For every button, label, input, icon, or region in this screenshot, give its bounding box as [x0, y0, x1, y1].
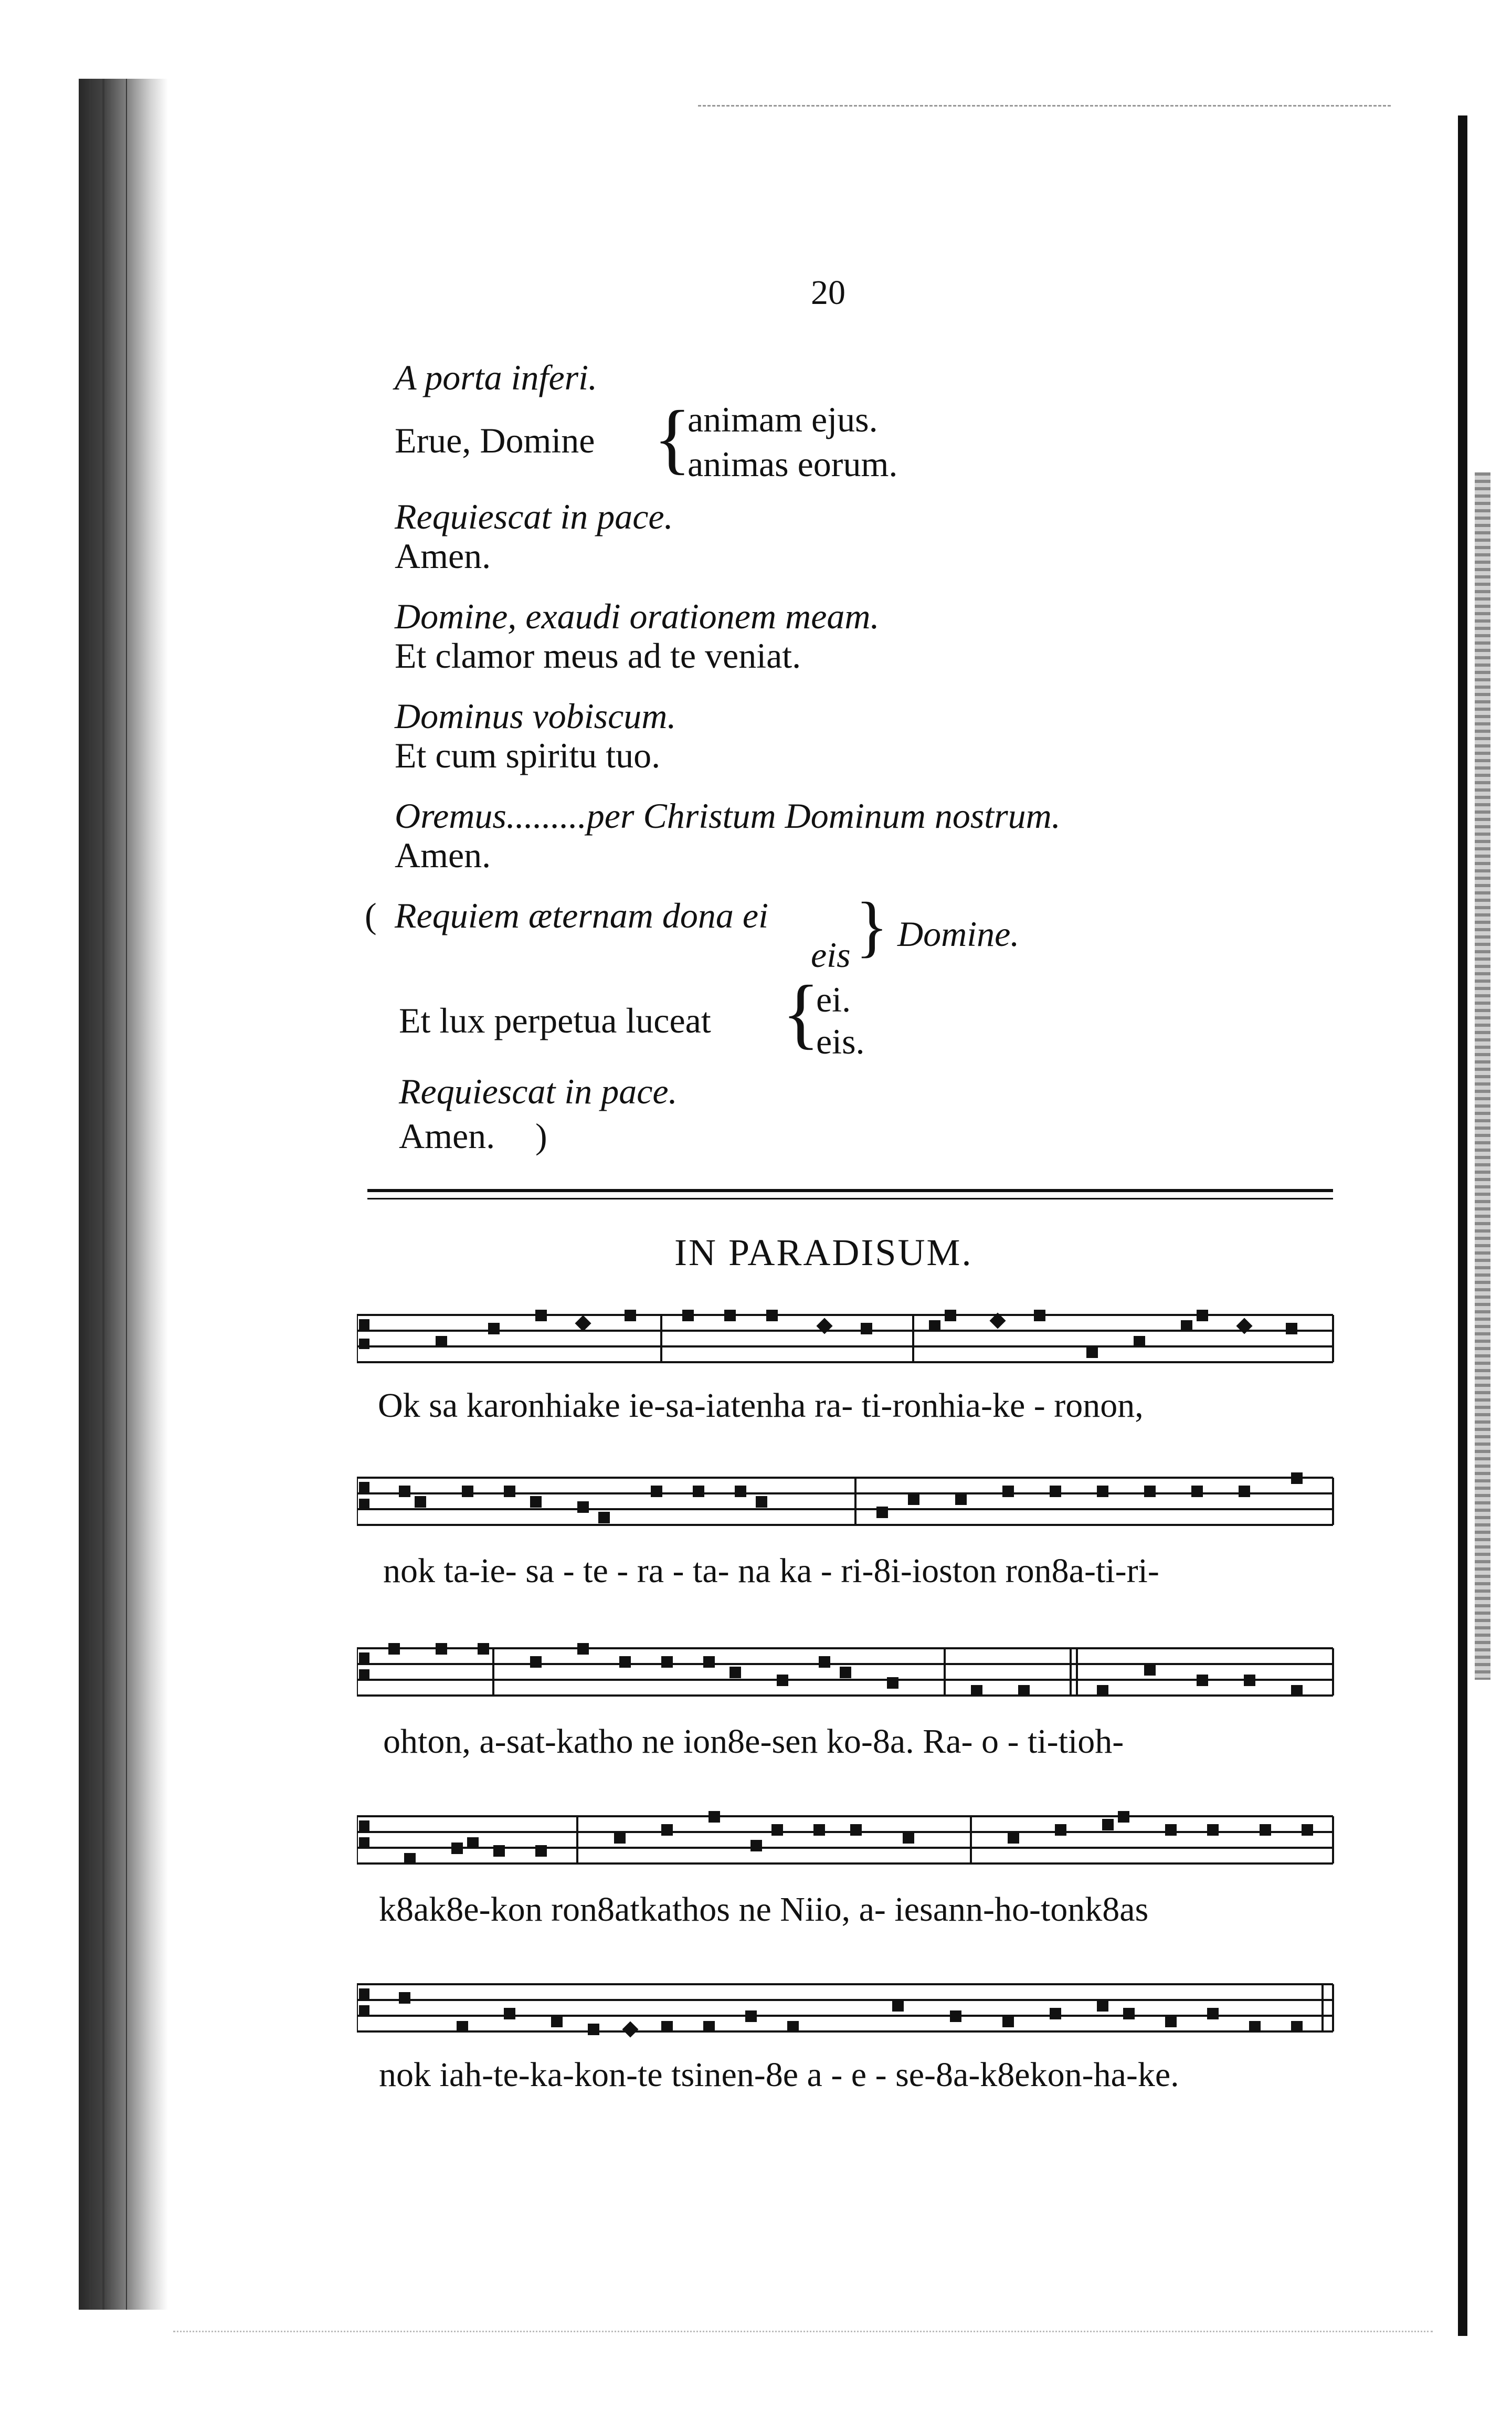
staff-4-lyrics: k8ak8e-kon ron8atkathos ne Niio, a- iesann-ho-tonk8as	[379, 1890, 1149, 1929]
music-staff-3	[357, 1643, 1344, 1711]
versicle-1: A porta inferi.	[395, 357, 597, 397]
section-rule-bottom	[367, 1198, 1333, 1199]
versicle-9: Oremus.........per Christum Dominum nostrum.	[395, 796, 1061, 836]
versicle-10: Amen.	[395, 835, 491, 875]
requiem-close-paren: )	[535, 1116, 547, 1156]
staff-2-lyrics: nok ta-ie- sa - te - ra - ta- na ka - ri-8i-ioston ron8a-ti-ri-	[383, 1552, 1159, 1590]
brace-requiem: }	[855, 889, 889, 964]
requiem-line-1-alt: eis	[811, 935, 851, 975]
requiem-option-1: ei.	[816, 980, 851, 1019]
requiem-domine: Domine.	[897, 914, 1020, 954]
section-title: IN PARADISUM.	[674, 1231, 973, 1273]
requiem-open-paren: (	[365, 896, 377, 935]
bottom-edge-line	[173, 2331, 1433, 2332]
section-rule-top	[367, 1189, 1333, 1192]
versicle-5: Domine, exaudi orationem meam.	[395, 596, 880, 636]
requiem-line-4: Amen.	[399, 1116, 495, 1156]
staff-5-lyrics: nok iah-te-ka-kon-te tsinen-8e a - e - se-8a-k8ekon-ha-ke.	[379, 2056, 1179, 2094]
requiem-line-3: Requiescat in pace.	[399, 1071, 678, 1111]
page-number: 20	[811, 273, 845, 312]
brace-luceat: {	[782, 970, 820, 1057]
erue-option-1: animam ejus.	[688, 399, 878, 439]
requiem-option-2: eis.	[816, 1022, 865, 1061]
top-edge-line	[698, 105, 1391, 107]
versicle-4: Amen.	[395, 536, 491, 576]
page-edge-shadow	[1475, 472, 1490, 1680]
versicle-7: Dominus vobiscum.	[395, 696, 676, 736]
page-edge-left	[79, 79, 168, 2310]
music-staff-5	[357, 1979, 1344, 2047]
requiem-line-2: Et lux perpetua luceat	[399, 1001, 711, 1040]
versicle-8: Et cum spiritu tuo.	[395, 735, 661, 775]
music-staff-4	[357, 1811, 1344, 1879]
music-staff-2	[357, 1472, 1344, 1541]
brace-erue: {	[653, 395, 691, 482]
page-edge-right	[1458, 115, 1467, 2336]
staff-1-lyrics: Ok sa karonhiake ie-sa-iatenha ra- ti-ronhia-ke - ronon,	[378, 1386, 1144, 1425]
versicle-2: Erue, Domine	[395, 420, 595, 460]
erue-option-2: animas eorum.	[688, 444, 898, 484]
requiem-line-1: Requiem æternam dona ei	[395, 896, 768, 935]
versicle-3: Requiescat in pace.	[395, 497, 673, 536]
music-staff-1	[357, 1310, 1344, 1378]
staff-3-lyrics: ohton, a-sat-katho ne ion8e-sen ko-8a. Ra- o - ti-tioh-	[383, 1722, 1124, 1761]
versicle-6: Et clamor meus ad te veniat.	[395, 636, 801, 676]
